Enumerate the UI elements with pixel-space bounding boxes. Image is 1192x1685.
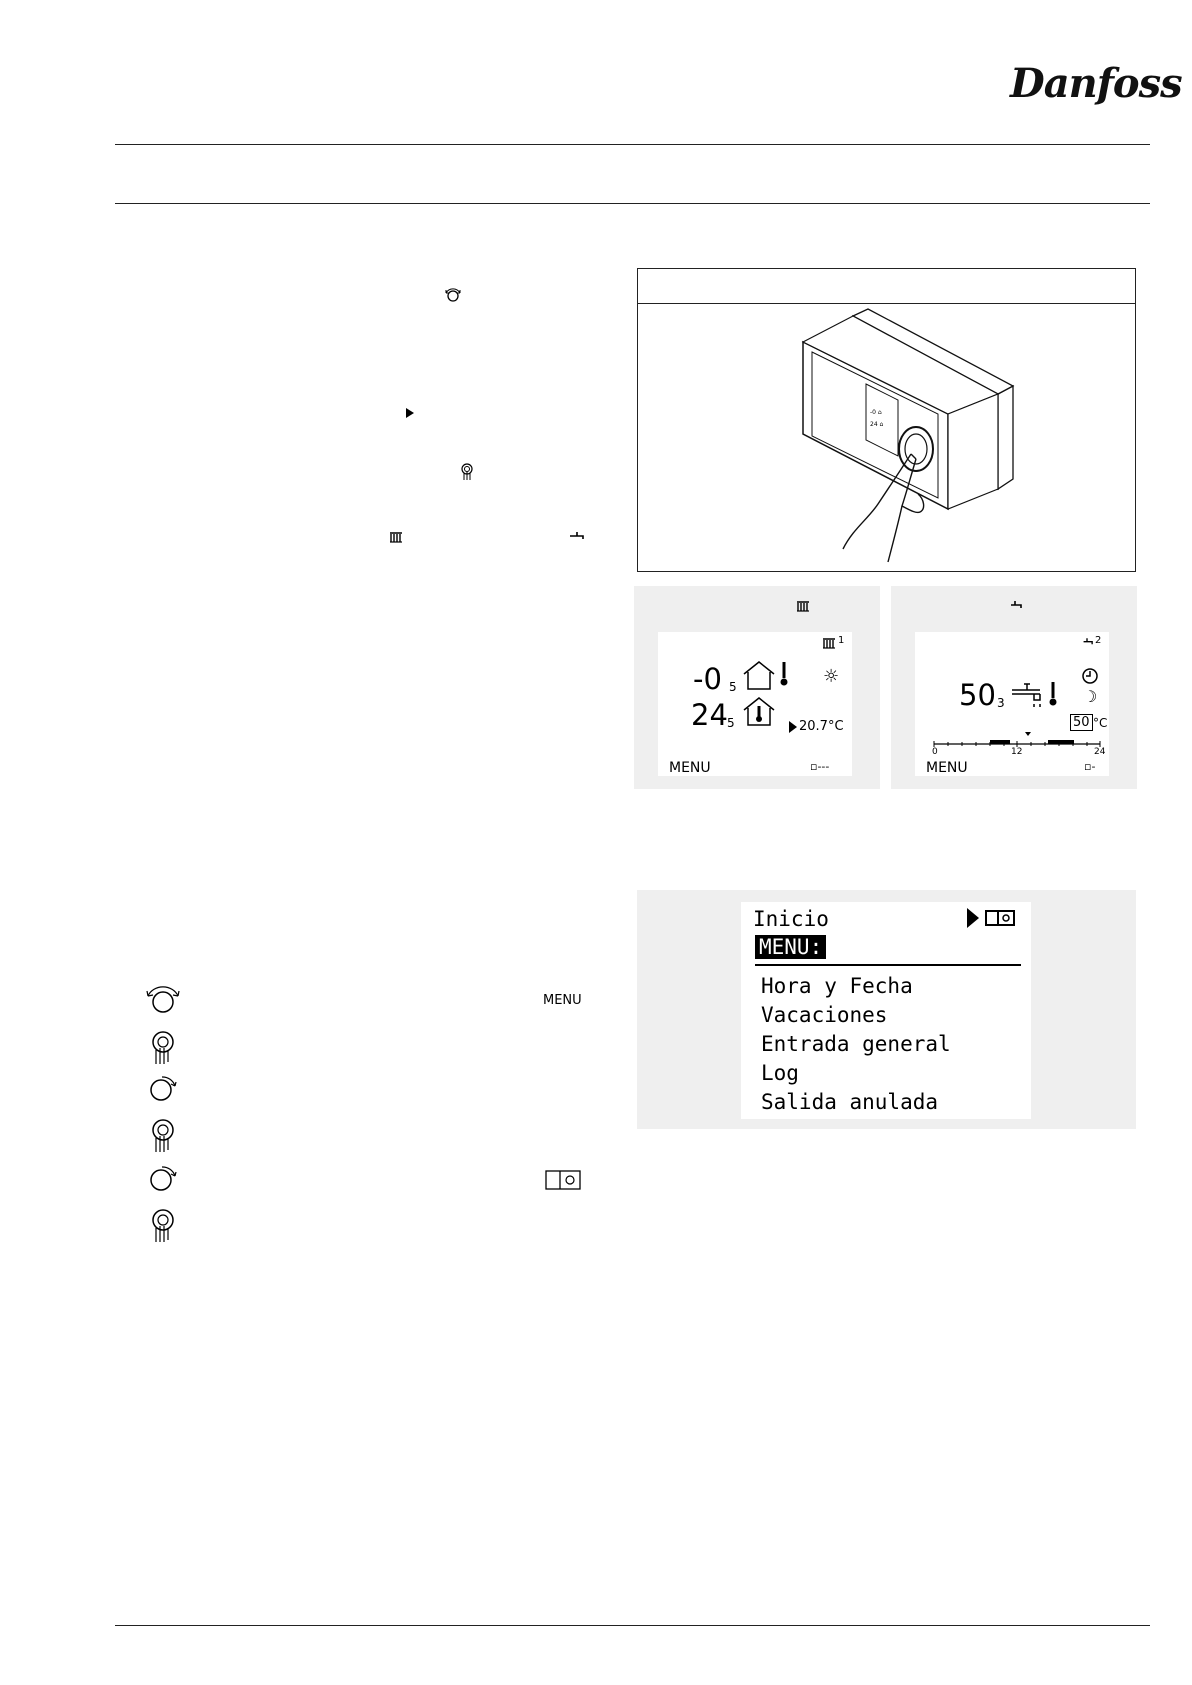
menu-lcd <box>741 902 1031 1119</box>
header-bottom-rule <box>115 203 1150 204</box>
circuit-selector-icon <box>985 910 1015 926</box>
svg-text:24 ⌂: 24 ⌂ <box>870 421 884 428</box>
menu-item-log[interactable]: Log <box>761 1061 799 1085</box>
dial-turn-both-icon <box>144 986 182 1014</box>
dhw-temperature-decimal: 3 <box>997 696 1005 710</box>
arrow-right-icon <box>789 721 797 733</box>
menu-label: MENU <box>926 760 968 776</box>
svg-text:-0 ⌂: -0 ⌂ <box>870 409 882 416</box>
dhw-display-panel <box>891 586 1137 789</box>
scale-mid: 12 <box>1011 747 1023 757</box>
scale-start: 0 <box>932 747 938 757</box>
clock-icon <box>1081 667 1099 685</box>
tap-icon <box>1010 682 1044 708</box>
menu-item-salida-anulada[interactable]: Salida anulada <box>761 1090 939 1114</box>
thermometer-alert-icon <box>1049 682 1057 706</box>
menu-screen-panel <box>637 890 1136 1129</box>
controller-illustration-box <box>637 268 1136 572</box>
outdoor-temperature: -0 <box>693 662 722 696</box>
radiator-icon <box>797 601 810 612</box>
push-dial-icon <box>150 1030 176 1066</box>
circuit-selector-icon <box>545 1170 581 1190</box>
menu-item-entrada-general[interactable]: Entrada general <box>761 1032 951 1056</box>
radiator-icon <box>823 638 836 649</box>
tap-icon <box>1008 601 1022 611</box>
circuit-number: 2 <box>1095 635 1102 646</box>
dial-turn-right-icon <box>148 1074 178 1102</box>
arrow-right-icon <box>967 908 979 928</box>
dhw-setpoint-box <box>1070 714 1093 731</box>
menu-title-highlight[interactable] <box>755 935 826 959</box>
sun-icon: ☼ <box>823 666 840 687</box>
menu-title: MENU: <box>759 935 823 959</box>
menu-label: MENU <box>669 760 711 776</box>
status-code: ▫- <box>1084 760 1096 773</box>
moon-icon: ☽ <box>1083 687 1098 706</box>
dhw-setpoint-unit: °C <box>1093 716 1108 730</box>
arrow-right-icon <box>406 408 414 418</box>
illustration-caption-bar <box>638 303 1135 304</box>
status-code: ▫--- <box>810 760 830 773</box>
dhw-temperature: 50 <box>959 678 996 712</box>
heating-lcd <box>658 632 852 776</box>
menu-item-hora-fecha[interactable]: Hora y Fecha <box>761 974 913 998</box>
dial-turn-right-icon <box>148 1164 178 1192</box>
header-top-rule <box>115 144 1150 145</box>
dhw-lcd <box>915 632 1109 776</box>
heating-display-panel <box>634 586 880 789</box>
scale-end: 24 <box>1094 747 1106 757</box>
menu-title-underline <box>755 964 1021 966</box>
danfoss-logo <box>1010 60 1182 107</box>
logo-text: Danfoss <box>1010 60 1182 107</box>
room-temperature: 24 <box>691 698 728 732</box>
menu-header: Inicio <box>753 907 829 931</box>
dial-turn-icon <box>444 288 462 302</box>
controller-with-finger-illustration <box>798 314 1048 564</box>
menu-step-label: MENU <box>543 993 582 1008</box>
dhw-setpoint: 50 <box>1073 715 1090 730</box>
push-dial-icon <box>460 463 474 481</box>
outdoor-temperature-decimal: 5 <box>729 680 737 694</box>
tap-icon <box>570 532 584 542</box>
room-temperature-decimal: 5 <box>727 716 735 730</box>
tap-icon <box>1081 638 1093 647</box>
footer-rule <box>115 1625 1150 1626</box>
push-dial-icon <box>150 1208 176 1244</box>
radiator-icon <box>390 532 403 543</box>
push-dial-icon <box>150 1118 176 1154</box>
thermometer-alert-icon <box>780 662 788 686</box>
house-thermometer-icon <box>742 696 776 726</box>
menu-item-vacaciones[interactable]: Vacaciones <box>761 1003 888 1027</box>
desired-room-temperature: 20.7°C <box>799 719 844 734</box>
house-icon <box>742 660 776 690</box>
circuit-number: 1 <box>838 635 845 646</box>
